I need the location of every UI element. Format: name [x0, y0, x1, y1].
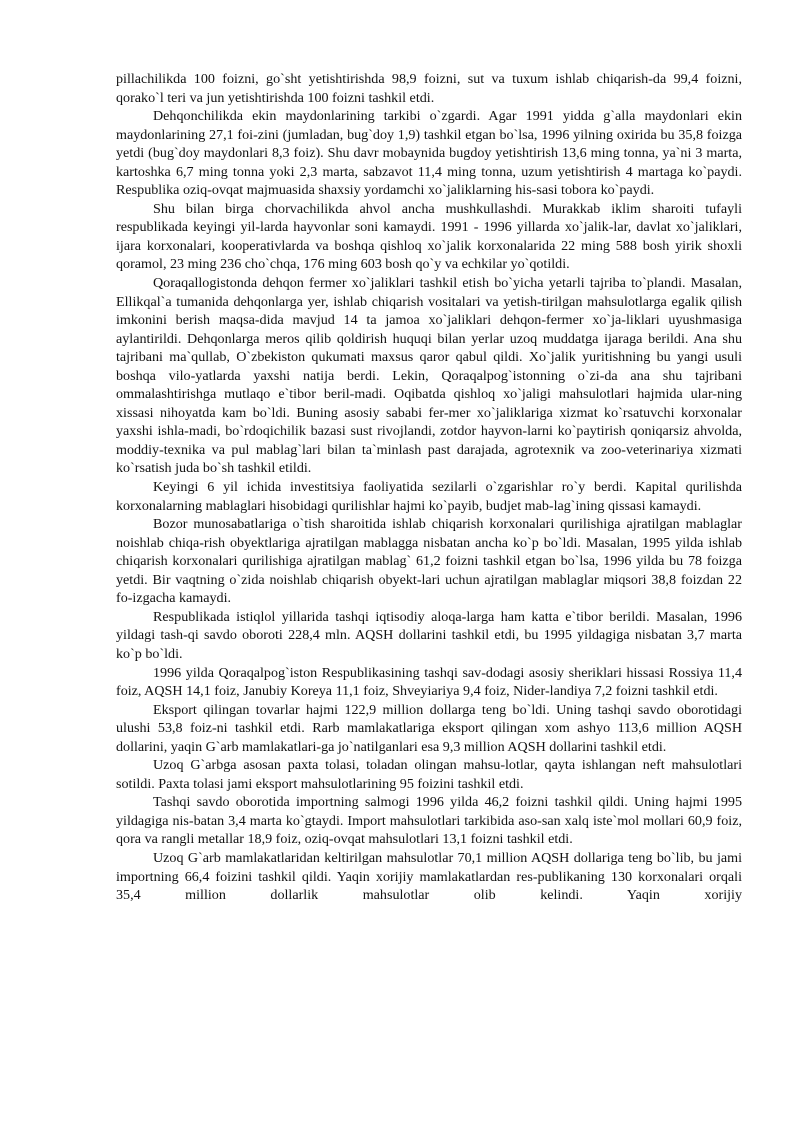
paragraph-8: 1996 yilda Qoraqalpog`iston Respublikasining tashqi sav-dodagi asosiy sheriklari hissasi Rossiya 11,4 foiz, AQSH 14,1 foiz, Janubiy Koreya 11,1 foiz, Shveyiariya 9,4 foiz, Nider-landiya 7,2 foizni tashkil etdi.: [116, 664, 742, 700]
paragraph-2: Dehqonchilikda ekin maydonlarining tarkibi o`zgardi. Agar 1991 yidda g`alla maydonlari ekin maydonlarining 27,1 foi-zini (jumladan, bug`doy 1,9) tashkil etgan bo`lsa, 1996 yilning oxirida bu 35,8 foizga yetdi (bug`doy maydonlari 8,3 foiz). Shu davr mobaynida bugdoy yetishtirish 13,6 ming tonna, ya`ni 3 marta, kartoshka 6,7 ming tonna yoki 2,3 marta, sabzavot 11,4 ming tonna, uzum yetishtirish 4 martaga ko`paydi. Respublika oziq-ovqat majmuasida shaxsiy yordamchi xo`jaliklarning his-sasi tobora ko`paydi.: [116, 108, 742, 199]
paragraph-5: Keyingi 6 yil ichida investitsiya faoliyatida sezilarli o`zgarishlar ro`y berdi. Kapital qurilishda korxonalarning mablaglari hisobidagi qurilishlar hajmi ko`payib, budjet mab-lag`ining qissasi kamaydi.: [116, 479, 742, 514]
paragraph-7: Respublikada istiqlol yillarida tashqi iqtisodiy aloqa-larga ham katta e`tibor berildi. Masalan, 1996 yildagi tash-qi savdo oboroti 228,4 mln. AQSH dollarini tashkil etdi, bu 1995 yildagiga nisbatan 3,7 marta ko`p bo`ldi.: [116, 608, 742, 662]
paragraph-3: Shu bilan birga chorvachilikda ahvol ancha mushkullashdi. Murakkab iklim sharoiti tufayli respublikada keyingi yil-larda hayvonlar soni kamaydi. 1991 - 1996 yillarda xo`jalik-lar, davlat xo`jaliklari, ijara korxonalari, kooperativlarda va boshqa qishloq xo`jalik korxonalarida 22 ming 588 bosh yirik shoxli qoramol, 23 ming 236 cho`chqa, 176 ming 603 bosh qo`y va echkilar yo`qotildi.: [116, 200, 742, 273]
paragraph-4: Qoraqallogistonda dehqon fermer xo`jaliklari tashkil etish bo`yicha yetarli tajriba to`plandi. Masalan, Ellikqal`a tumanida dehqonlarga yer, ishlab chiqarish vositalari va yetish-tirilgan mahsulotlarga egalik qilish imkonini berish maqsa-dida mavjud 14 ta jamoa xo`jaliklari dehqon-fermer xo`ja-liklari uyushmasiga aylantirildi. Dehqonlarga meros qilib qoldirish huquqi bilan yerlar uzoq muddatga ijaraga berildi. Ana shu tajribani ma`qullab, O`zbekiston qukumati maxsus qaror qabul qildi. Xo`jalik yuritishning bu yangi usuli boshqa vilo-yatlarda yaxshi natija berdi. Lekin, Qoraqalpog`istonning o`zi-da ana shu tajribani ommalashtirishga mutlaqo e`tibor beril-madi. Oqibatda qishloq xo`jaligi mahsulotlari hajmida ular-ning xissasi nihoyatda kam bo`ldi. Buning asosiy sababi fer-mer xo`jaliklariga xizmat ko`rsatuvchi korxonalar yaxshi ishla-madi, bo`rdoqichilik bazasi sust rivojlandi, zotdor hayvon-larni ko`paytirish qoniqarsiz ahvolda, moddiy-texnika va pul mablag`lari bilan ta`minlash past darajada, agrotexnik va zoo-veterinariya xizmati ko`rsatish juda bo`sh tashkil etildi.: [116, 275, 742, 477]
paragraph-11: Tashqi savdo oborotida importning salmogi 1996 yilda 46,2 foizni tashkil qildi. Uning hajmi 1995 yildagiga nis-batan 3,4 marta ko`gtaydi. Import mahsulotlari tarkibida aso-san xalq iste`mol mollari 60,9 foiz, qora va rangli metallar 18,9 foiz, oziq-ovqat mahsulotlari 13,1 foizni tashkil etdi.: [116, 794, 742, 848]
paragraph-6: Bozor munosabatlariga o`tish sharoitida ishlab chiqarish korxonalari qurilishiga ajratilgan mablaglar noishlab chiqa-rish obyektlariga ajratilgan mablagga nisbatan ancha ko`p bo`ldi. Masalan, 1995 yilda ishlab chiqarish korxonalari qurilishiga ajratilgan mablag` 61,2 foizni tashkil etgan bo`lsa, 1996 yilda bu 78 foizga yetdi. Bir vaqtning o`zida noishlab chiqarish obyekt-lari uchun ajratilgan mablaglar miqsori 38,8 foizdan 22 fo-izgacha kamaydi.: [116, 516, 742, 607]
paragraph-9: Eksport qilingan tovarlar hajmi 122,9 million dollarga teng bo`ldi. Uning tashqi savdo oborotidagi ulushi 53,8 foiz-ni tashkil etdi. Rarb mamlakatlariga eksport qilingan xom ashyo 113,6 million AQSH dollarini, yaqin G`arb mamlakatlari-ga jo`natilganlari esa 9,3 million AQSH dollarini tashkil etdi.: [116, 701, 742, 755]
paragraph-1: pillachilikda 100 foizni, go`sht yetishtirishda 98,9 foizni, sut va tuxum ishlab chiqarish-da 99,4 foizni, qorako`l teri va jun yetishtirishda 100 foizni tashkil etdi.: [116, 71, 742, 106]
paragraph-12: Uzoq G`arb mamlakatlaridan keltirilgan mahsulotlar 70,1 million AQSH dollariga teng bo`lib, bu jami importning 66,4 foizini tashkil qildi. Yaqin xorijiy mamlakatlardan res-publikaning 130 korxonalari orqali 35,4 million dollarlik mahsulotlar olib kelindi. Yaqin xorijiy: [116, 849, 742, 904]
paragraph-10: Uzoq G`arbga asosan paxta tolasi, toladan olingan mahsu-lotlar, qayta ishlangan neft mahsulotlari sotildi. Paxta tolasi jami eksport mahsulotlarining 95 foizini tashkil etdi.: [116, 757, 742, 792]
document-page: [116, 70, 742, 905]
